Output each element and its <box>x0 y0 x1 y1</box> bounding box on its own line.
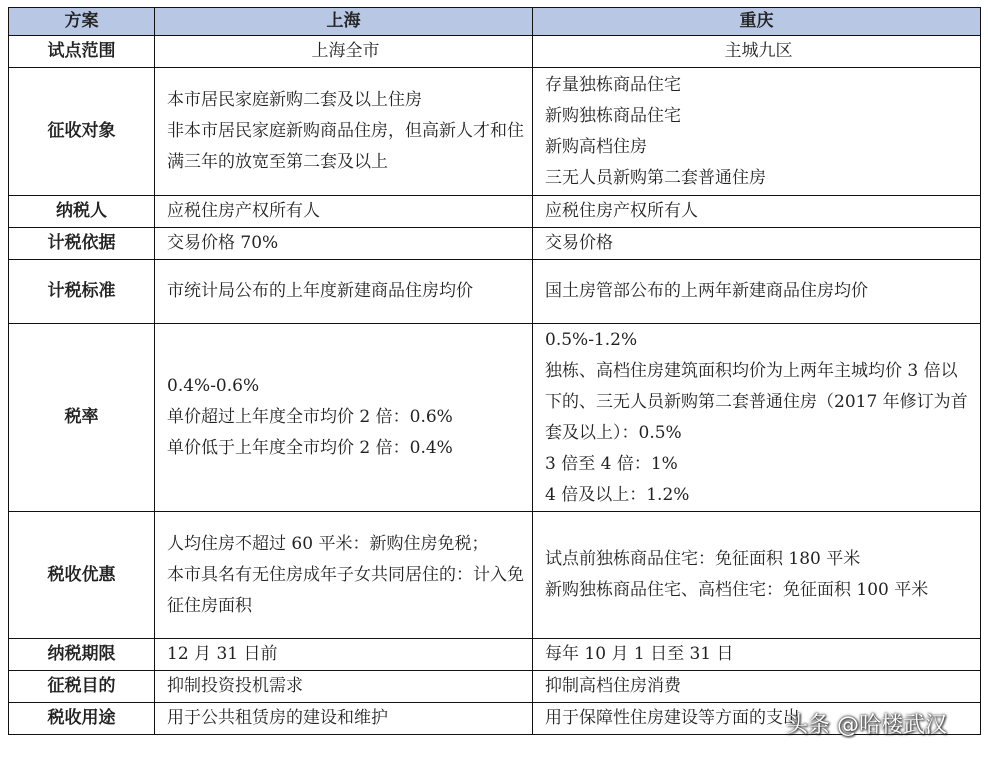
cell-line: 每年 10 月 1 日至 31 日 <box>545 644 734 664</box>
row-label: 计税标准 <box>9 260 155 324</box>
cell-line: 4 倍及以上：1.2% <box>545 484 690 505</box>
cell-line: 单价低于上年度全市均价 2 倍：0.4% <box>167 438 453 458</box>
chongqing-cell <box>533 36 981 68</box>
row-tax-deadline <box>9 639 981 671</box>
row-tax-rate <box>9 324 981 512</box>
row-tax-basis <box>9 228 981 260</box>
cell-line: 0.5%-1.2% <box>545 329 638 350</box>
cell-line: 用于公共租赁房的建设和维护 <box>167 708 388 728</box>
header-scheme: 方案 <box>9 8 155 36</box>
row-taxpayer <box>9 196 981 228</box>
shanghai-cell <box>155 68 533 196</box>
shanghai-cell <box>155 36 533 68</box>
chongqing-cell <box>533 671 981 703</box>
row-label: 税收优惠 <box>9 512 155 639</box>
cell-line: 交易价格 70% <box>167 233 279 253</box>
policy-table-container <box>8 7 980 735</box>
shanghai-cell <box>155 260 533 324</box>
cell-line: 新购独栋商品住宅 <box>545 105 681 126</box>
cell-line: 应税住房产权所有人 <box>167 201 320 221</box>
row-label: 征收对象 <box>9 68 155 196</box>
row-label: 试点范围 <box>9 36 155 68</box>
cell-line: 3 倍至 4 倍：1% <box>545 453 678 474</box>
header-row <box>9 8 981 36</box>
row-label: 纳税人 <box>9 196 155 228</box>
row-label: 征税目的 <box>9 671 155 703</box>
shanghai-cell <box>155 639 533 671</box>
chongqing-cell <box>533 639 981 671</box>
shanghai-cell <box>155 671 533 703</box>
chongqing-cell <box>533 324 981 512</box>
cell-line: 主城九区 <box>724 41 793 61</box>
row-label: 纳税期限 <box>9 639 155 671</box>
shanghai-cell <box>155 703 533 735</box>
chongqing-cell <box>533 68 981 196</box>
cell-line: 试点前独栋商品住宅：免征面积 180 平米 <box>545 549 861 569</box>
row-tax-relief <box>9 512 981 639</box>
chongqing-cell <box>533 512 981 639</box>
chongqing-cell <box>533 196 981 228</box>
cell-line: 用于保障性住房建设等方面的支出 <box>545 708 800 728</box>
cell-line: 非本市居民家庭新购商品住房，但高新人才和住满三年的放宽至第二套及以上 <box>167 121 524 172</box>
cell-line: 抑制高档住房消费 <box>545 676 681 696</box>
cell-line: 市统计局公布的上年度新建商品住房均价 <box>167 281 473 301</box>
header-chongqing: 重庆 <box>533 8 981 36</box>
row-label: 税率 <box>9 324 155 512</box>
shanghai-cell <box>155 228 533 260</box>
header-shanghai: 上海 <box>155 8 533 36</box>
cell-line: 国土房管部公布的上两年新建商品住房均价 <box>545 281 868 301</box>
cell-line: 新购独栋商品住宅、高档住宅：免征面积 100 平米 <box>545 580 929 600</box>
cell-line: 存量独栋商品住宅 <box>545 74 681 95</box>
row-pilot-scope <box>9 36 981 68</box>
row-tax-object <box>9 68 981 196</box>
cell-line: 本市居民家庭新购二套及以上住房 <box>167 90 422 110</box>
cell-line: 单价超过上年度全市均价 2 倍：0.6% <box>167 407 453 427</box>
row-tax-standard <box>9 260 981 324</box>
cell-line: 抑制投资投机需求 <box>167 676 303 696</box>
shanghai-cell <box>155 196 533 228</box>
row-label: 税收用途 <box>9 703 155 735</box>
chongqing-cell <box>533 260 981 324</box>
row-tax-purpose <box>9 671 981 703</box>
shanghai-cell <box>155 324 533 512</box>
cell-line: 0.4%-0.6% <box>167 376 260 396</box>
cell-line: 本市具名有无住房成年子女共同居住的：计入免征住房面积 <box>167 564 524 616</box>
cell-line: 上海全市 <box>311 41 380 61</box>
cell-line: 12 月 31 日前 <box>167 644 278 664</box>
row-label: 计税依据 <box>9 228 155 260</box>
shanghai-cell <box>155 512 533 639</box>
cell-line: 三无人员新购第二套普通住房 <box>545 167 766 188</box>
chongqing-cell <box>533 228 981 260</box>
cell-line: 应税住房产权所有人 <box>545 201 698 221</box>
property-tax-comparison-table <box>8 7 981 735</box>
watermark-text: 头条 @哈楼武汉 <box>786 713 947 738</box>
cell-line: 人均住房不超过 60 平米：新购住房免税； <box>167 533 489 554</box>
cell-line: 独栋、高档住房建筑面积均价为上两年主城均价 3 倍以下的、三无人员新购第二套普通住房（2017 年修订为首套及以上）：0.5% <box>545 360 968 443</box>
cell-line: 交易价格 <box>545 233 613 253</box>
cell-line: 新购高档住房 <box>545 136 647 157</box>
